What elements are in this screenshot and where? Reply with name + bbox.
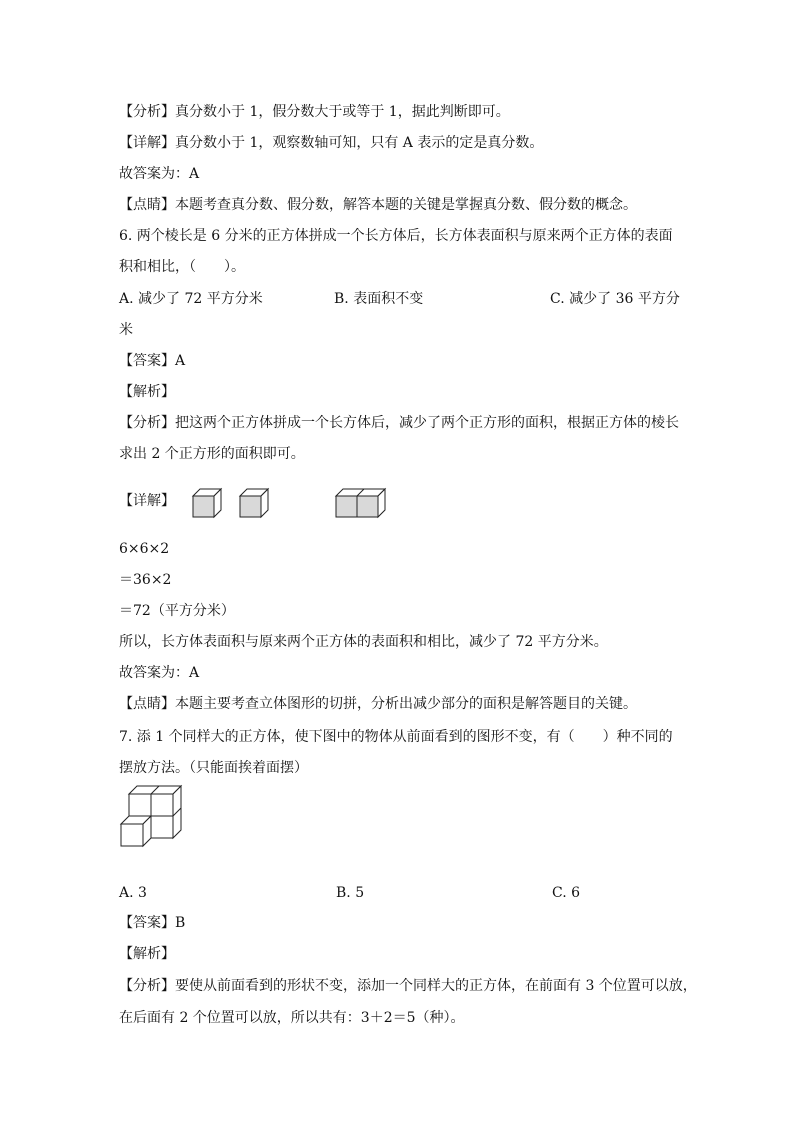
q7-option-a: A. 3 xyxy=(119,885,147,901)
comment-q6: 【点睛】本题主要考查立体图形的切拼，分析出减少部分的面积是解答题目的关键。 xyxy=(119,696,637,712)
question-7-stem-cont: 摆放方法。（只能面挨着面摆） xyxy=(119,760,308,776)
detail-q5: 【详解】真分数小于 1，观察数轴可知，只有 A 表示的定是真分数。 xyxy=(119,135,544,151)
cube-1 xyxy=(193,489,221,517)
q6-option-c-wrap: 米 xyxy=(119,322,133,338)
answer-q7: 【答案】B xyxy=(119,915,186,931)
answer-conclusion-q6: 故答案为：A xyxy=(119,665,200,681)
question-6-stem-cont: 积和相比，（ ）。 xyxy=(119,259,245,275)
q6-option-b: B. 表面积不变 xyxy=(334,291,424,307)
question-6-stem: 6. 两个棱长是 6 分米的正方体拼成一个长方体后，长方体表面积与原来两个正方体的表面 xyxy=(119,228,673,244)
question-7-stem: 7. 添 1 个同样大的正方体，使下图中的物体从前面看到的图形不变，有（ ）种不同的 xyxy=(119,729,673,745)
calc-step-3: ＝72（平方分米） xyxy=(119,603,235,619)
joined-cuboid xyxy=(336,489,385,517)
analysis-q5: 【分析】真分数小于 1，假分数大于或等于 1，据此判断即可。 xyxy=(119,104,510,120)
analysis-q7: 【分析】要使从前面看到的形状不变，添加一个同样大的正方体，在前面有 3 个位置可以放， xyxy=(119,978,697,994)
q6-option-a: A. 减少了 72 平方分米 xyxy=(119,291,263,307)
comment-q5: 【点睛】本题考查真分数、假分数，解答本题的关键是掌握真分数、假分数的概念。 xyxy=(119,197,637,213)
cube-2 xyxy=(240,489,268,517)
cubes-illustration xyxy=(190,486,390,520)
calc-step-2: ＝36×2 xyxy=(119,572,172,588)
q7-option-c: C. 6 xyxy=(552,885,581,901)
q6-option-c: C. 减少了 36 平方分 xyxy=(550,291,680,307)
detail-label-q6: 【详解】 xyxy=(119,493,175,509)
analysis-q6: 【分析】把这两个正方体拼成一个长方体后，减少了两个正方形的面积，根据正方体的棱长 xyxy=(119,415,679,431)
calc-step-1: 6×6×2 xyxy=(119,541,170,557)
analysis-q7-cont: 在后面有 2 个位置可以放，所以共有：3＋2＝5（种）。 xyxy=(119,1010,465,1026)
q7-option-b: B. 5 xyxy=(336,885,365,901)
answer-conclusion-q5: 故答案为：A xyxy=(119,166,200,182)
stacked-cubes-figure xyxy=(117,782,187,848)
answer-q6: 【答案】A xyxy=(119,353,186,369)
solution-heading-q7: 【解析】 xyxy=(119,946,175,962)
solution-heading-q6: 【解析】 xyxy=(119,384,175,400)
analysis-q6-cont: 求出 2 个正方形的面积即可。 xyxy=(119,446,305,462)
conclusion-q6: 所以，长方体表面积与原来两个正方体的表面积和相比，减少了 72 平方分米。 xyxy=(119,634,608,650)
